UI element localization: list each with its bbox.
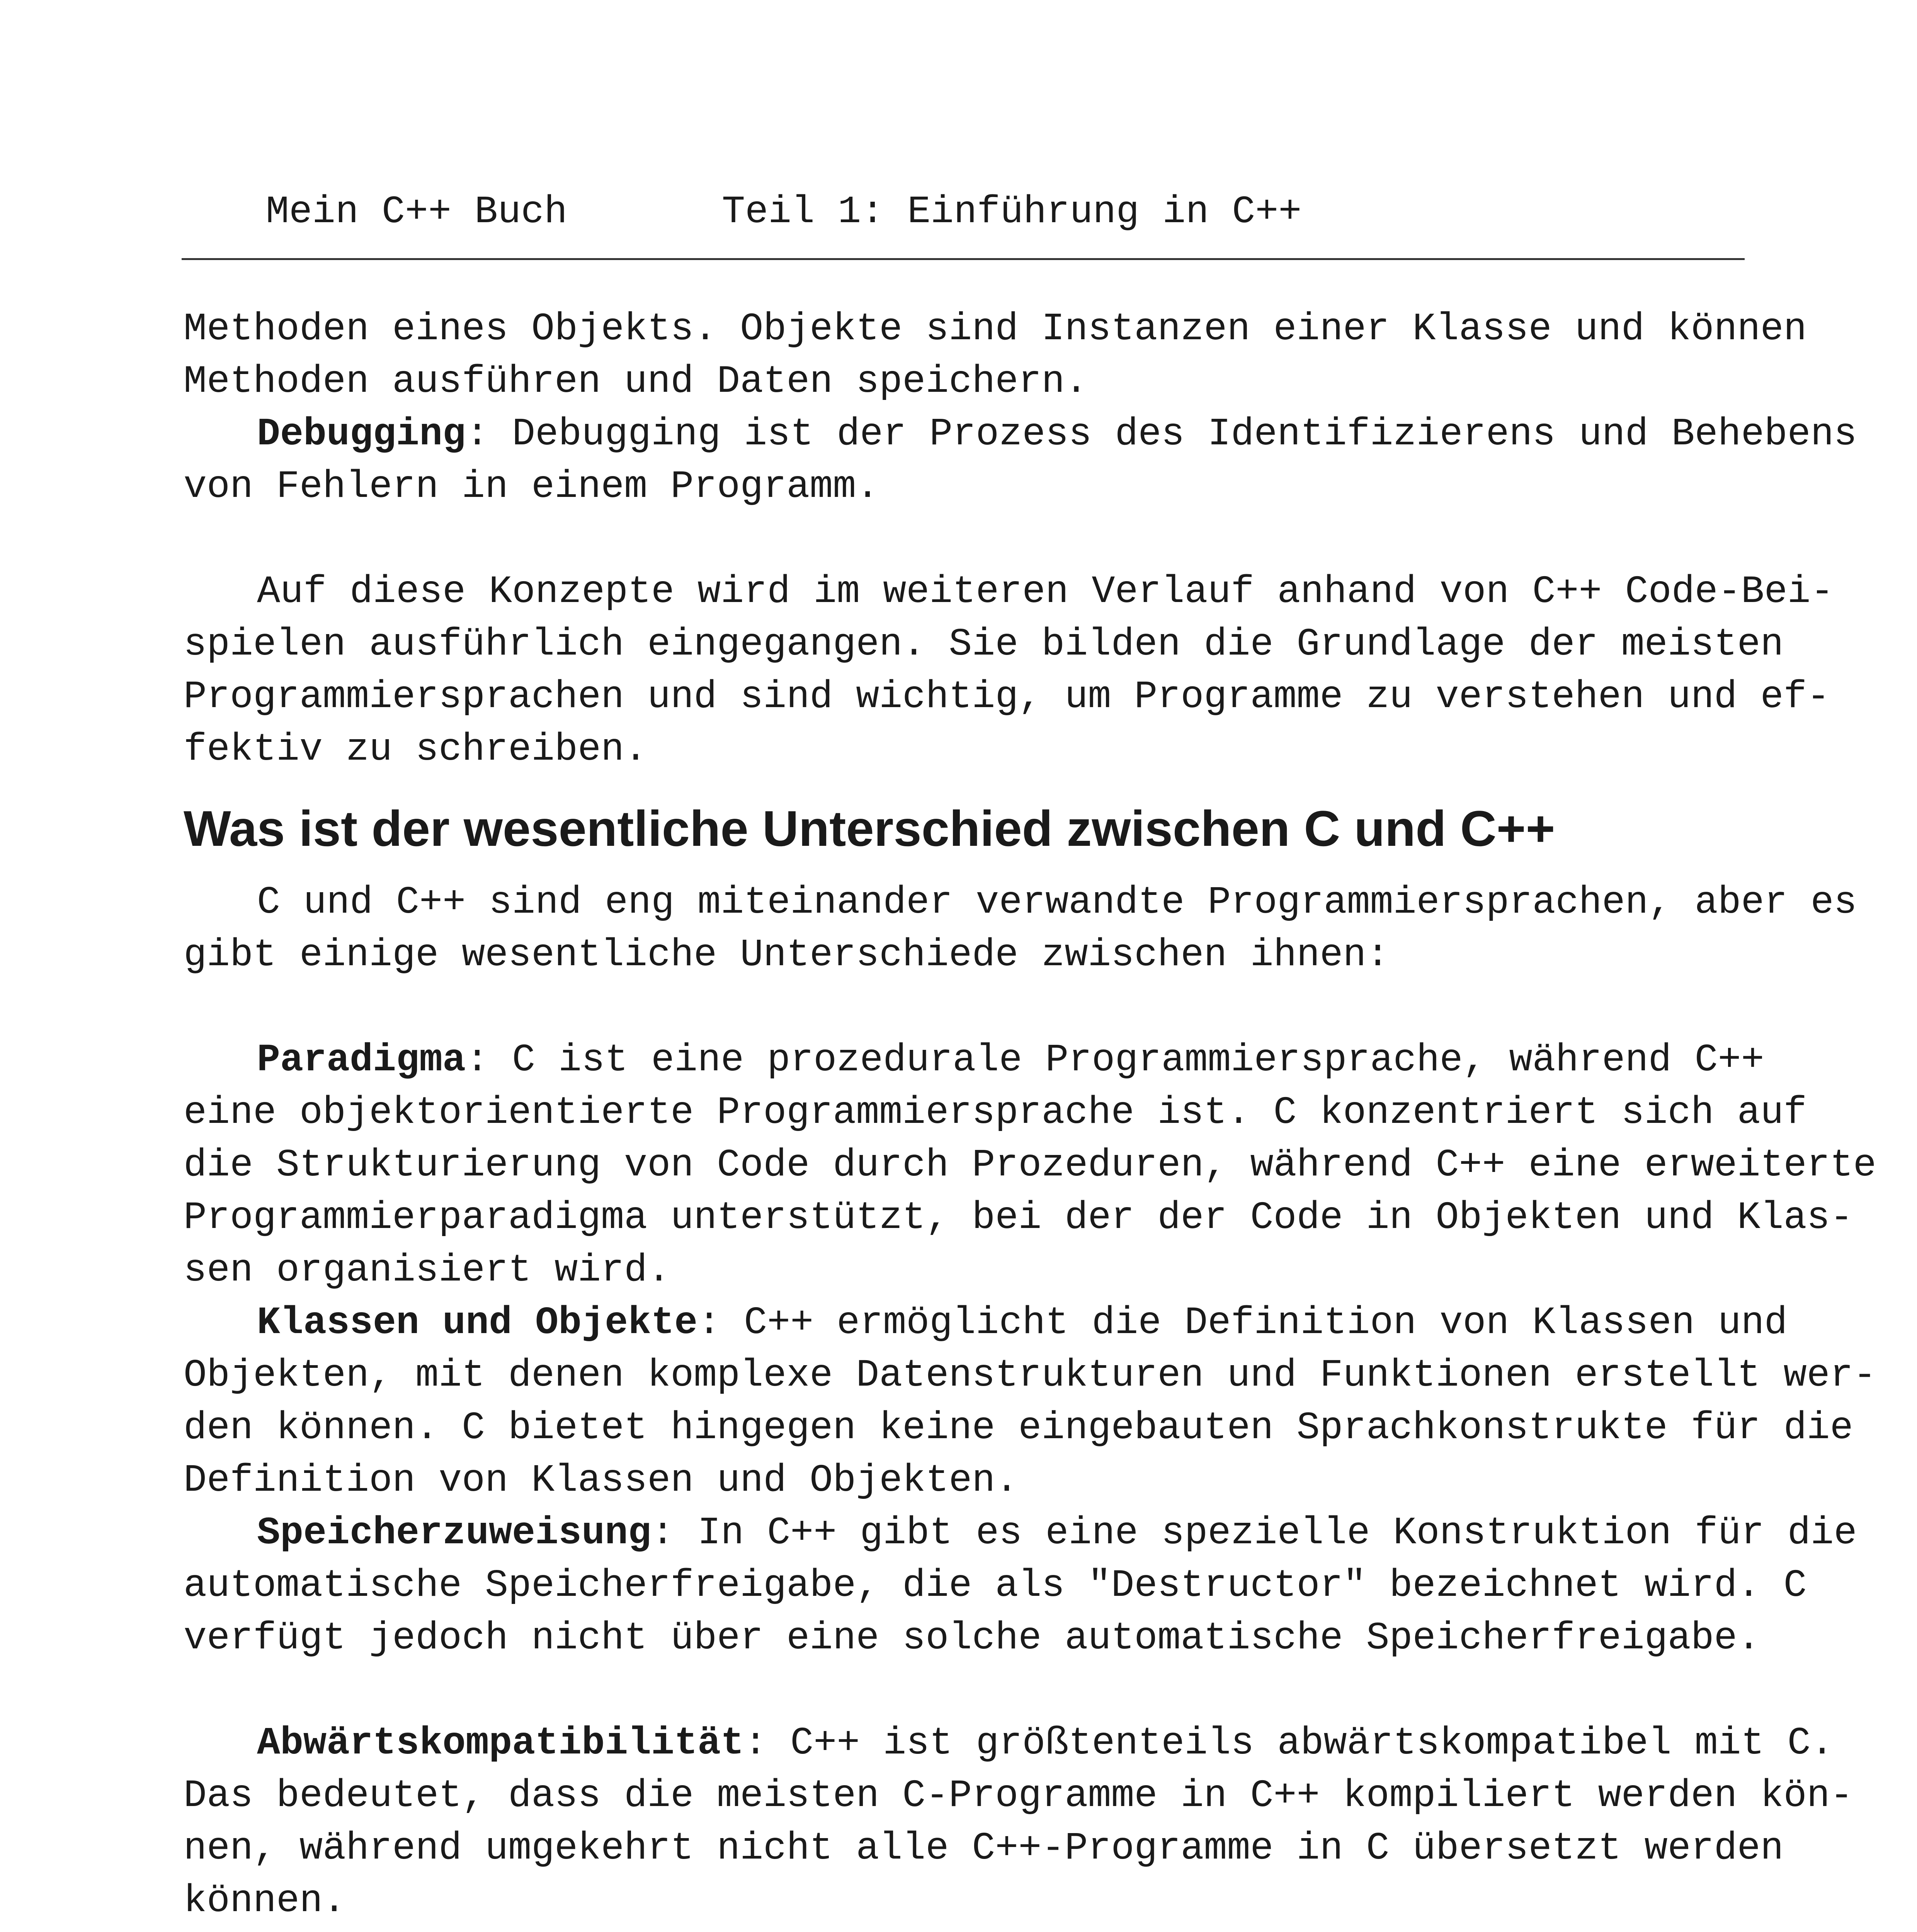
definition-paragraph — [184, 1297, 1876, 1507]
text-line: Methoden eines Objekts. Objekte sind Instanzen einer Klasse und können — [184, 308, 1807, 351]
text-line: Methoden ausführen und Daten speichern. — [184, 360, 1088, 404]
text-line — [184, 1034, 1776, 1087]
header-divider — [182, 258, 1745, 260]
text-line — [184, 1297, 1788, 1350]
text-line — [184, 408, 1857, 461]
paragraph — [184, 877, 1857, 982]
section-heading: Was ist der wesentliche Unterschied zwischen C und C++ — [184, 800, 1555, 857]
text-line: von Fehlern in einem Programm. — [184, 465, 879, 509]
term-description: : In C++ gibt es eine spezielle Konstruktion für die — [651, 1512, 1857, 1555]
text-line: sen organisiert wird. — [184, 1249, 671, 1293]
paragraph — [184, 566, 1834, 776]
book-title: Mein C++ Buch — [266, 190, 568, 234]
text-line: nen, während umgekehrt nicht alle C++-Programme in C übersetzt werden — [184, 1827, 1784, 1871]
text-line: den können. C bietet hingegen keine eingebauten Sprachkonstrukte für die — [184, 1406, 1853, 1450]
text-line: können. — [184, 1879, 346, 1923]
text-line: Programmiersprachen und sind wichtig, um Programme zu verstehen und ef- — [184, 675, 1830, 719]
text-line: spielen ausführlich eingegangen. Sie bilden die Grundlage der meisten — [184, 623, 1784, 667]
definition-paragraph — [184, 1507, 1857, 1665]
text-line: fektiv zu schreiben. — [184, 728, 648, 772]
running-header — [266, 185, 1301, 240]
spacer — [184, 982, 1776, 1034]
term-description: : C++ ermöglicht die Definition von Klassen und — [697, 1301, 1788, 1345]
text-line: eine objektorientierte Programmiersprache ist. C konzentriert sich auf — [184, 1091, 1807, 1135]
spacer — [184, 1665, 1776, 1718]
text-line — [184, 1718, 1834, 1770]
chapter-title: Teil 1: Einführung in C++ — [722, 190, 1302, 234]
text-line: C und C++ sind eng miteinander verwandte Programmiersprachen, aber es — [257, 881, 1857, 925]
term-description: : C++ ist größtenteils abwärtskompatibel mit C. — [744, 1722, 1834, 1765]
term-label: Paradigma — [257, 1039, 466, 1082]
text-line — [184, 1928, 1776, 1932]
text-line: verfügt jedoch nicht über eine solche automatische Speicherfreigabe. — [184, 1617, 1761, 1660]
text-line: gibt einige wesentliche Unterschiede zwischen ihnen: — [184, 934, 1390, 977]
term-label: Klassen und Objekte — [257, 1301, 698, 1345]
spacer — [184, 514, 1776, 566]
text-line: Programmierparadigma unterstützt, bei der der Code in Objekten und Klas- — [184, 1196, 1853, 1240]
text-line: die Strukturierung von Code durch Prozeduren, während C++ eine erweiterte — [184, 1144, 1876, 1187]
definition-paragraph — [184, 1928, 1776, 1932]
term-description: : Debugging ist der Prozess des Identifizierens und Behebens — [466, 413, 1857, 456]
term-label: Abwärtskompatibilität — [257, 1722, 744, 1765]
text-line: Objekten, mit denen komplexe Datenstrukturen und Funktionen erstellt wer- — [184, 1354, 1876, 1398]
definition-paragraph — [184, 408, 1857, 514]
text-line: Das bedeutet, dass die meisten C-Programme in C++ kompiliert werden kön- — [184, 1774, 1853, 1818]
text-line: automatische Speicherfreigabe, die als "Destructor" bezeichnet wird. C — [184, 1564, 1807, 1608]
body-text — [184, 303, 1876, 1932]
text-line: Definition von Klassen und Objekten. — [184, 1459, 1019, 1503]
definition-paragraph — [184, 1718, 1853, 1928]
term-description: : C ist eine prozedurale Programmiersprache, während C++ — [466, 1039, 1764, 1082]
paragraph — [184, 303, 1807, 408]
text-line: Auf diese Konzepte wird im weiteren Verlauf anhand von C++ Code-Bei- — [257, 570, 1834, 614]
term-label: Debugging — [257, 413, 466, 456]
term-label: Speicherzuweisung — [257, 1512, 651, 1555]
definition-paragraph — [184, 1034, 1876, 1297]
text-line — [184, 1507, 1857, 1560]
